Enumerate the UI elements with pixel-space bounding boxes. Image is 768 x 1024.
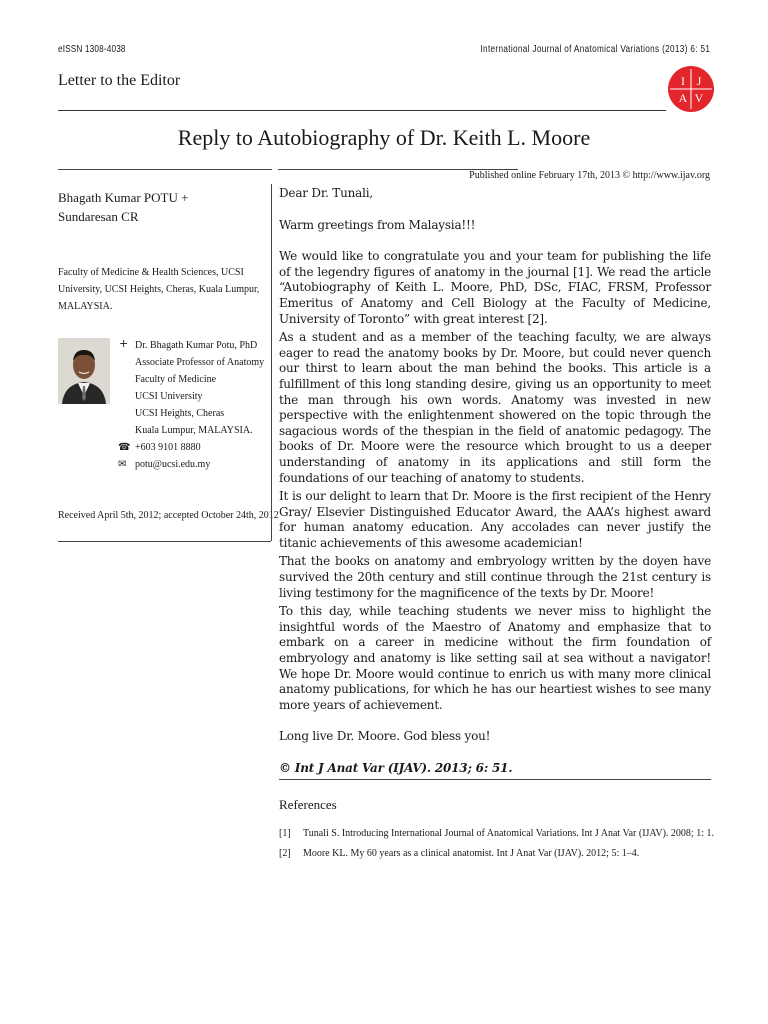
correspondence-line: UCSI University xyxy=(135,391,203,402)
body-paragraph: We would like to congratulate you and your team for publishing the life of the legendry figures of anatomy in the journal [1]. We read the article “Autobiography of Keith L. Moore, PhD, DSc, FIAC, FRSM, Professor Emeritus of Anatomy and Cell Biology at the Faculty of Medicine, University of Toronto” with great interest [2]. xyxy=(279,249,711,326)
column-divider xyxy=(271,184,272,541)
affiliation: Faculty of Medicine & Health Sciences, UCSI University, UCSI Heights, Cheras, Kuala Lumpur, MALAYSIA. xyxy=(58,267,260,312)
title-rule-left xyxy=(58,169,272,170)
letter-body xyxy=(279,186,711,777)
journal-citation: International Journal of Anatomical Variations (2013) 6: 51 xyxy=(480,44,710,55)
email-line xyxy=(118,456,264,473)
reference-item xyxy=(279,848,639,859)
correspondence-line: Faculty of Medicine xyxy=(135,374,217,385)
left-column-rule xyxy=(58,541,271,542)
phone-icon: ☎ xyxy=(118,442,131,453)
body-paragraph: It is our delight to learn that Dr. Moore is the first recipient of the Henry Gray/ Elsevier Distinguished Educator Award, the AAA’s highest award for human anatomy education. Any accolades can never justify the titanic achievements of this awesome academician! xyxy=(279,489,711,550)
reference-text: Tunali S. Introducing International Journal of Anatomical Variations. Int J Anat Var (IJAV). 2008; 1: 1. xyxy=(303,828,714,839)
phone-line xyxy=(118,439,264,456)
reference-text: Moore KL. My 60 years as a clinical anatomist. Int J Anat Var (IJAV). 2012; 5: 1–4. xyxy=(303,848,640,859)
author-photo xyxy=(58,338,110,404)
article-title: Reply to Autobiography of Dr. Keith L. Moore xyxy=(177,125,591,150)
reference-number: [1] xyxy=(279,828,291,839)
body-paragraph: As a student and as a member of the teaching faculty, we are always eager to read the anatomy books by Dr. Moore, but could never quench our thirst to learn about the man behind the books. This article is a fulfillment of this long standing desire, giving us an opportunity to meet the man through his own words. Anatomy was invested in new perspective with the enlightenment showered on the topic through the sagacious words of the thespian in the field of anatomic pedagogy. The books of Dr. Moore were the resource which brought to us a deeper understanding of anatomy in its applications and still form the foundations of our teaching of anatomy to students. xyxy=(279,330,711,485)
correspondence-line: Kuala Lumpur, MALAYSIA. xyxy=(135,425,253,436)
logo-letter: V xyxy=(694,91,704,105)
correspondence-line: UCSI Heights, Cheras xyxy=(135,408,225,419)
section-label: Letter to the Editor xyxy=(58,72,181,89)
closing-line: Long live Dr. Moore. God bless you! xyxy=(279,729,491,744)
reference-number: [2] xyxy=(279,848,291,859)
logo-letter: J xyxy=(696,74,702,88)
salutation: Dear Dr. Tunali, xyxy=(279,186,374,200)
ijav-logo xyxy=(663,66,719,112)
published-line: Published online February 17th, 2013 © http://www.ijav.org xyxy=(469,170,710,181)
envelope-icon: ✉ xyxy=(118,459,127,470)
references-heading: References xyxy=(279,797,337,812)
received-dates: Received April 5th, 2012; accepted October 24th, 2012 xyxy=(58,510,279,521)
correspondence-line: Dr. Bhagath Kumar Potu, PhD xyxy=(135,340,258,351)
logo-letter: I xyxy=(681,74,685,88)
author-name: Sundaresan CR xyxy=(58,209,139,224)
corresponding-marker: + xyxy=(119,337,129,350)
body-paragraph: That the books on anatomy and embryology written by the doyen have survived the 20th century and still continue through the 21st century is living testimony for the magnificence of the texts by Dr. Moore! xyxy=(279,554,711,600)
header-rule xyxy=(58,110,666,111)
email-address[interactable]: potu@ucsi.edu.my xyxy=(135,459,211,470)
correspondence-block xyxy=(118,337,265,473)
phone-number: +603 9101 8880 xyxy=(135,442,201,453)
greeting: Warm greetings from Malaysia!!! xyxy=(279,217,476,232)
author-list xyxy=(58,188,188,226)
body-paragraph: To this day, while teaching students we never miss to highlight the insightful words of the Maestro of Anatomy and emphasize that to embark on a career in medicine without the firm foundation of embryology and anatomy is like setting sail at sea without a navigator! We hope Dr. Moore would continue to enrich us with many more clinical anatomy publications, for which he has our heartiest wishes to see many more years of achievement. xyxy=(279,604,711,712)
references-rule xyxy=(279,779,711,780)
author-name: Bhagath Kumar POTU + xyxy=(58,190,189,205)
copyright-line: © Int J Anat Var (IJAV). 2013; 6: 51. xyxy=(279,761,513,775)
correspondence-line: Associate Professor of Anatomy xyxy=(135,357,265,368)
reference-item xyxy=(279,828,714,839)
eissn: eISSN 1308-4038 xyxy=(58,44,126,55)
logo-letter: A xyxy=(678,91,688,105)
